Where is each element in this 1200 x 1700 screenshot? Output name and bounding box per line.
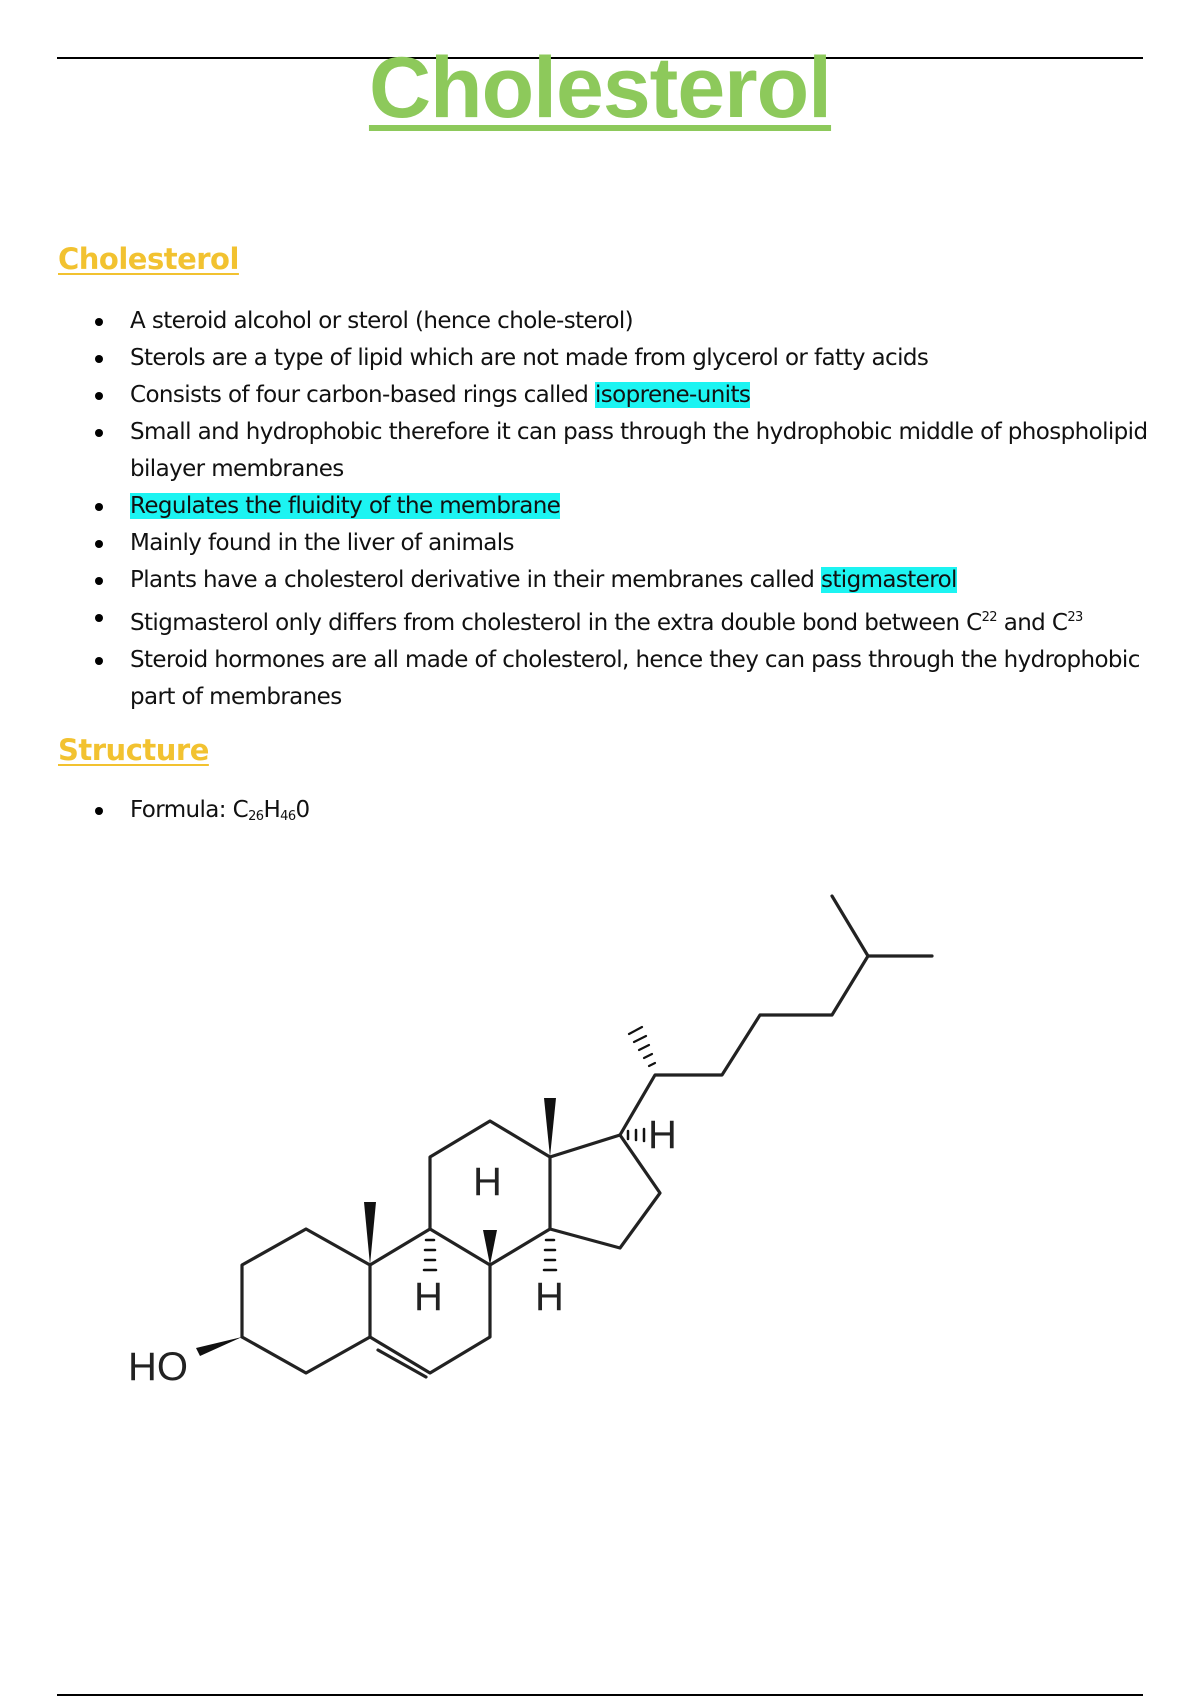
highlight-fluidity: Regulates the fluidity of the membrane (130, 493, 561, 519)
list-item: Steroid hormones are all made of cholesterol, hence they can pass through the hydrophobic part of membranes (58, 642, 1148, 716)
section-heading-cholesterol: Cholesterol (58, 242, 239, 276)
h-wedge-c8 (483, 1230, 497, 1265)
ho-label: HO (128, 1345, 188, 1389)
formula-item: Formula: $C_{26}H_{46}0$ (58, 792, 1148, 835)
h-label: H (535, 1275, 564, 1319)
ring-d (550, 1135, 660, 1248)
highlight-isoprene-units: isoprene-units (594, 382, 751, 408)
list-item: A steroid alcohol or sterol (hence chole-sterol) (58, 303, 1148, 340)
cholesterol-bullet-list (58, 303, 1148, 716)
h-label: H (414, 1275, 443, 1319)
page-title: Cholesterol (368, 40, 832, 136)
list-item: Stigmasterol only differs from cholesterol in the extra double bond between $C^{22}$ and $C^{23}$ (58, 599, 1148, 642)
wedge-bonds (196, 1098, 556, 1356)
h-label: H (473, 1160, 502, 1204)
list-item: Sterols are a type of lipid which are not made from glycerol or fatty acids (58, 340, 1148, 377)
side-chain (620, 956, 932, 1135)
methyl-wedge-c10 (364, 1202, 376, 1265)
section-heading-structure: Structure (58, 733, 209, 767)
highlight-stigmasterol: stigmasterol (820, 567, 957, 593)
list-item: Plants have a cholesterol derivative in their membranes called stigmasterol (58, 562, 1148, 599)
cholesterol-structure-diagram (120, 880, 960, 1420)
h-label: H (648, 1113, 677, 1157)
bottom-rule (57, 1694, 1143, 1696)
methyl-wedge-c13 (544, 1098, 556, 1157)
list-item: Small and hydrophobic therefore it can pass through the hydrophobic middle of phospholipid bilayer membranes (58, 414, 1148, 488)
side-chain-branch (832, 896, 868, 956)
list-item (58, 488, 1148, 525)
ho-wedge (196, 1337, 242, 1356)
list-item: Consists of four carbon-based rings called isoprene-units (58, 377, 1148, 414)
list-item: Mainly found in the liver of animals (58, 525, 1148, 562)
structure-bullet-list (58, 792, 1148, 835)
double-bond (378, 1350, 426, 1377)
ring-a (242, 1229, 370, 1373)
